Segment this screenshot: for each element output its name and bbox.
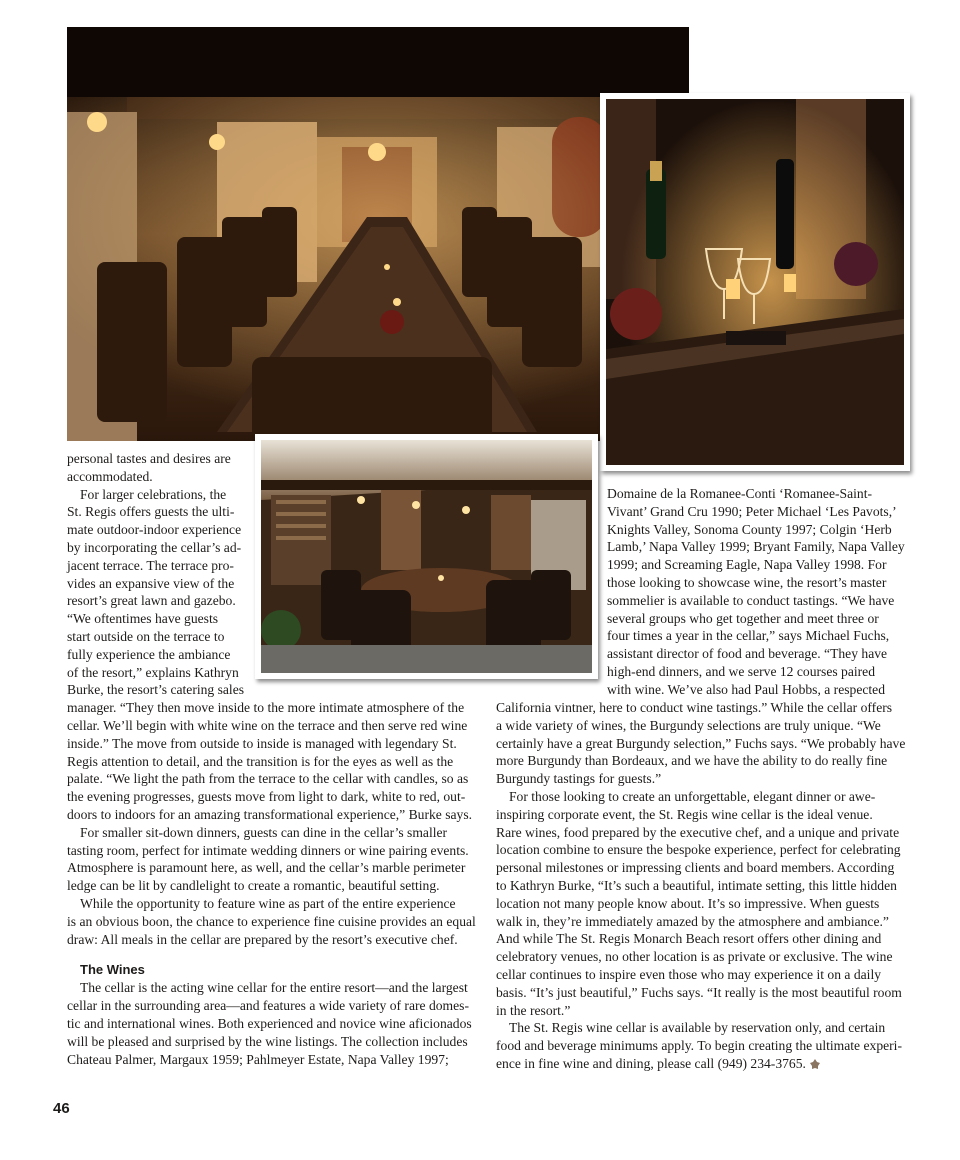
- text-line: St. Regis offers guests the ulti-: [67, 504, 235, 520]
- text-line: walk in, they’re immediately amazed by the atmosphere and ambiance.”: [496, 913, 889, 929]
- text-line: Knights Valley, Sonoma County 1997; Colgin ‘Herb: [607, 521, 892, 537]
- text-line: For smaller sit-down dinners, guests can dine in the cellar’s smaller: [80, 824, 448, 840]
- wine-glasses-table-photo: [600, 93, 910, 471]
- left-paragraph-2: [67, 486, 487, 824]
- text-line: assistant director of food and beverage. “They have: [607, 646, 888, 662]
- text-line: sommelier is available to conduct tastings. “We have: [607, 592, 895, 608]
- text-line: celebratory venues, no other location is as private or exclusive. The wine: [496, 949, 893, 965]
- text-line: cellar in the surrounding area—and features a wide variety of rare domes-: [67, 998, 469, 1014]
- text-line: location not many people know about. It’s so impressive. When guests: [496, 895, 880, 911]
- text-line: The cellar is the acting wine cellar for the entire resort—and the largest: [80, 980, 468, 996]
- text-line: manager. “They then move inside to the more intimate atmosphere of the: [67, 700, 465, 716]
- text-line: location combine to ensure the bespoke experience, perfect for celebrating: [496, 842, 901, 858]
- text-line: jacent terrace. The terrace pro-: [67, 557, 234, 573]
- text-line: While the opportunity to feature wine as part of the entire experience: [80, 895, 456, 911]
- text-line: vides an expansive view of the: [67, 575, 235, 591]
- page-number: 46: [53, 1100, 70, 1117]
- text-line-end: ence in fine wine and dining, please call (949) 234-3765.: [496, 1055, 806, 1071]
- text-line: high-end dinners, and we serve 12 courses paired: [607, 663, 876, 679]
- section-heading: The Wines: [80, 962, 145, 978]
- text-line: a wide variety of wines, the Burgundy selections are truly unique. “We: [496, 717, 881, 733]
- text-line: California vintner, here to conduct wine tastings.” While the cellar offers: [496, 700, 893, 715]
- text-line: to Kathryn Burke, “It’s such a beautiful, intimate setting, this little hidden: [496, 877, 897, 893]
- text-line: Lamb,’ Napa Valley 1999; Bryant Family, Napa Valley: [607, 539, 905, 555]
- text-line: with wine. We’ve also had Paul Hobbs, a respected: [607, 681, 886, 697]
- text-line: resort’s great lawn and gazebo.: [67, 593, 236, 609]
- text-line: inspiring corporate event, the St. Regis wine cellar is the ideal venue.: [496, 806, 873, 822]
- text-line: For those looking to create an unforgettable, elegant dinner or awe-: [509, 788, 876, 804]
- text-line: Burke, the resort’s catering sales: [67, 682, 245, 698]
- right-column-lower: [496, 699, 916, 1073]
- text-line: Vivant’ Grand Cru 1990; Peter Michael ‘Les Pavots,’: [607, 503, 897, 519]
- text-line: For larger celebrations, the: [80, 486, 227, 502]
- text-line: Regis attention to detail, and the transition is for the eyes as well as the: [67, 753, 454, 769]
- text-line: The St. Regis wine cellar is available by reservation only, and certain: [509, 1020, 886, 1036]
- text-line: tasting room, perfect for intimate wedding dinners or wine pairing events.: [67, 842, 469, 858]
- right-paragraph-1: [496, 699, 916, 788]
- text-line: fully experience the ambiance: [67, 646, 231, 662]
- right-column-upper: [607, 485, 917, 699]
- text-line: palate. “We light the path from the terrace to the cellar with candles, so as: [67, 771, 469, 787]
- text-line: ledge can be lit by candlelight to create a romantic, beautiful setting.: [67, 878, 440, 894]
- text-line: the evening progresses, guests move from light to dark, white to red, out-: [67, 789, 466, 805]
- text-line: those looking to showcase wine, the resort’s master: [607, 574, 887, 590]
- text-line: cellar continues to inspire even those who may experience it on a daily: [496, 966, 882, 982]
- text-line: Rare wines, food prepared by the executive chef, and a unique and private: [496, 824, 900, 840]
- text-line: draw: All meals in the cellar are prepared by the resort’s executive chef.: [67, 931, 458, 947]
- text-line: [496, 1055, 916, 1073]
- left-paragraph-5: [67, 979, 487, 1068]
- text-line: start outside on the terrace to: [67, 628, 225, 644]
- text-line: inside.” The move from outside to inside is managed with legendary St.: [67, 735, 457, 751]
- text-line: tic and international wines. Both experienced and novice wine aficionados: [67, 1015, 472, 1031]
- text-line: personal milestones or impressing clients and board members. According: [496, 860, 895, 876]
- text-line: mate outdoor-indoor experience: [67, 522, 242, 538]
- left-paragraph-1: [67, 450, 487, 486]
- text-line: “We oftentimes have guests: [67, 611, 219, 627]
- text-line: Domaine de la Romanee-Conti ‘Romanee-Saint-: [607, 486, 872, 501]
- text-line: doors to indoors for an amazing transformational experience,” Burke says.: [67, 806, 473, 822]
- text-line: Burgundy tastings for guests.”: [496, 771, 662, 787]
- text-line: more Burgundy than Bordeaux, and we have the ability to do really fine: [496, 753, 888, 769]
- text-line: 1999; and Screaming Eagle, Napa Valley 1998. For: [607, 557, 887, 573]
- text-line: four times a year in the cellar,” says Michael Fuchs,: [607, 628, 890, 644]
- left-column: [67, 450, 487, 1068]
- text-line: in the resort.”: [496, 1002, 571, 1018]
- left-paragraph-3: [67, 824, 487, 895]
- text-line: several groups who get together and meet three or: [607, 610, 879, 626]
- text-line: basis. “It’s just beautiful,” Fuchs says. “It really is the most beautiful room: [496, 984, 902, 1000]
- text-line: certainly have a great Burgundy selection,” Fuchs says. “We probably have: [496, 735, 906, 751]
- text-line: cellar. We’ll begin with white wine on the terrace and then serve red wine: [67, 717, 468, 733]
- right-paragraph-3: [496, 1019, 916, 1072]
- text-line: is an obvious boon, the chance to experience fine cuisine provides an equal: [67, 913, 476, 929]
- text-line: accommodated.: [67, 468, 153, 484]
- cellar-long-table-photo: [67, 27, 689, 441]
- text-line: will be pleased and surprised by the wine listings. The collection includes: [67, 1033, 468, 1049]
- text-line: Chateau Palmer, Margaux 1959; Pahlmeyer Estate, Napa Valley 1997;: [67, 1051, 449, 1067]
- end-of-article-icon: [810, 1059, 820, 1069]
- text-line: And while The St. Regis Monarch Beach resort offers other dining and: [496, 931, 882, 947]
- text-line: Atmosphere is paramount here, as well, and the cellar’s marble perimeter: [67, 860, 466, 876]
- text-line: personal tastes and desires are: [67, 451, 231, 466]
- text-line: food and beverage minimums apply. To begin creating the ultimate experi-: [496, 1038, 902, 1054]
- text-line: of the resort,” explains Kathryn: [67, 664, 239, 680]
- right-paragraph-2: [496, 788, 916, 1019]
- left-paragraph-4: [67, 895, 487, 948]
- text-line: by incorporating the cellar’s ad-: [67, 539, 242, 555]
